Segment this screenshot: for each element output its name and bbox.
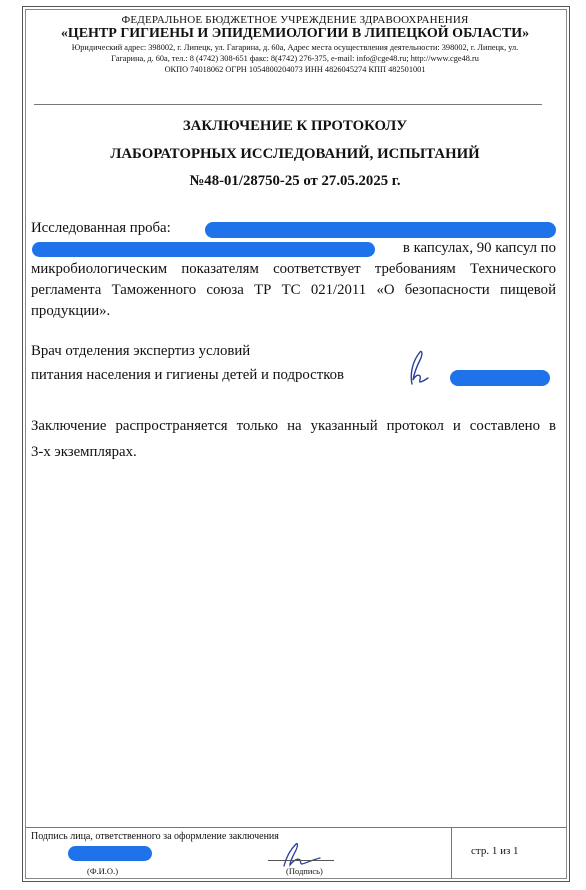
sample-form: в капсулах, 90 капсул по (402, 240, 556, 256)
header-divider (34, 104, 542, 105)
address-line-3: ОКПО 74018062 ОГРН 1054800204073 ИНН 4826045274 КПП 482501001 (164, 65, 426, 74)
doctor-title-line-2: питания населения и гигиены детей и подростков (31, 367, 345, 383)
conclusion-line-5: продукции». (31, 303, 111, 319)
fio-label: (Ф.И.О.) (87, 866, 119, 876)
org-address (34, 42, 556, 75)
document-title-line-2: ЛАБОРАТОРНЫХ ИССЛЕДОВАНИЙ, ИСПЫТАНИЙ (110, 146, 480, 162)
footer-divider (26, 827, 566, 828)
org-name: «ЦЕНТР ГИГИЕНЫ И ЭПИДЕМИОЛОГИИ В ЛИПЕЦКОЙ ОБЛАСТИ» (60, 26, 530, 41)
redacted-sample-name (205, 222, 556, 238)
page-number: стр. 1 из 1 (471, 845, 519, 857)
signature-label: (Подпись) (286, 866, 323, 876)
document-number: №48-01/28750-25 от 27.05.2025 г. (189, 173, 401, 189)
footer-column-divider (451, 828, 452, 878)
signature-underline (268, 860, 334, 861)
responsible-label: Подпись лица, ответственного за оформление заключения (31, 831, 279, 842)
redacted-doctor-name (450, 370, 550, 386)
address-line-1: Юридический адрес: 398002, г. Липецк, ул. Гагарина, д. 60а, Адрес места осуществления деятельности: 398002, г. Липецк, ул. (71, 43, 519, 52)
doctor-title-line-1: Врач отделения экспертиз условий (31, 343, 251, 359)
org-type: ФЕДЕРАЛЬНОЕ БЮДЖЕТНОЕ УЧРЕЖДЕНИЕ ЗДРАВООХРАНЕНИЯ (121, 14, 469, 26)
doctor-signature (398, 348, 434, 388)
redacted-responsible-name (68, 846, 152, 861)
validity-line-2: 3-х экземплярах. (31, 444, 137, 460)
sample-lead: Исследованная проба: (31, 220, 171, 236)
redacted-sample-details (32, 242, 375, 257)
conclusion-line-3: микробиологическим показателям соответствует требованиям Технического (31, 261, 556, 277)
document-title-line-1: ЗАКЛЮЧЕНИЕ К ПРОТОКОЛУ (182, 118, 408, 134)
validity-line-1: Заключение распространяется только на указанный протокол и составлено в (31, 418, 556, 434)
address-line-2: Гагарина, д. 60а, тел.: 8 (4742) 308-651 факс: 8(4742) 276-375, e-mail: info@cge48.ru; http://www.cge48.ru (111, 54, 479, 63)
conclusion-line-4: регламента Таможенного союза ТР ТС 021/2011 «О безопасности пищевой (31, 282, 556, 298)
